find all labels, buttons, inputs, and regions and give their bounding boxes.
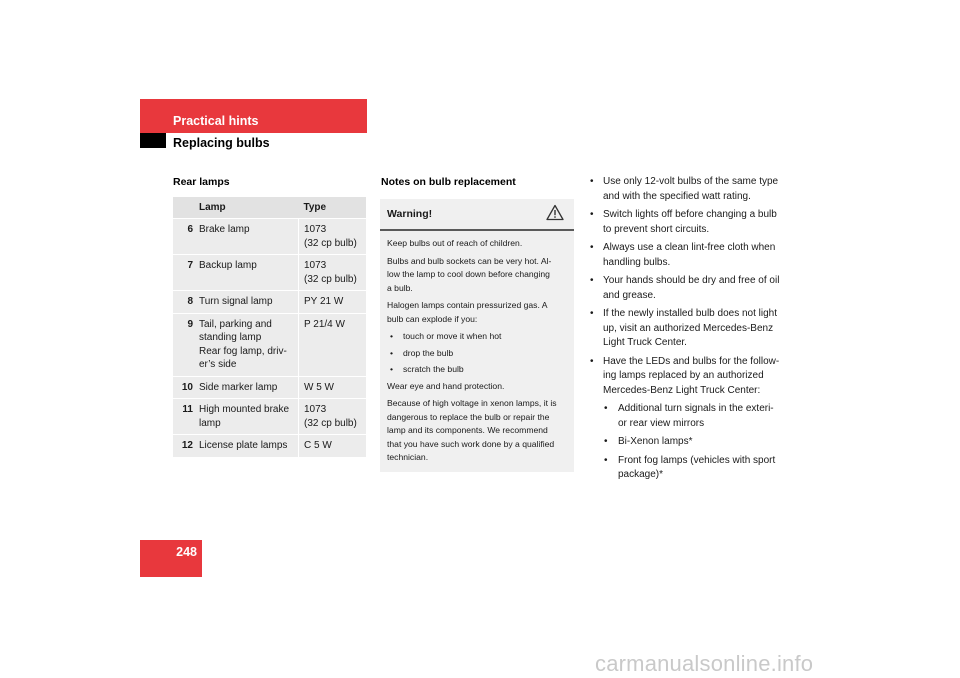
list-item-text: Have the LEDs and bulbs for the follow- ing lamps replaced by an authorized Mercedes-Benz Light Truck Center: <box>603 355 780 396</box>
lamp-number: 6 <box>173 219 196 255</box>
lamp-number: 10 <box>173 376 196 399</box>
table-row <box>173 291 366 314</box>
list-item: • scratch the bulb <box>387 363 566 377</box>
table-header-row <box>173 197 366 219</box>
lamp-number: 8 <box>173 291 196 314</box>
lamp-name: Turn signal lamp <box>196 291 299 314</box>
lamp-type: P 21/4 W <box>299 313 367 376</box>
sub-list-item: • Bi-Xenon lamps* <box>603 435 783 450</box>
page-number-box <box>140 540 202 577</box>
table-row <box>173 435 366 457</box>
list-item: • Use only 12-volt bulbs of the same type and with the specified watt rating. <box>589 175 783 204</box>
warning-bullet-list <box>387 330 566 377</box>
warning-triangle-icon <box>546 204 564 226</box>
lamp-name: License plate lamps <box>196 435 299 457</box>
warning-body <box>380 231 574 465</box>
sub-list-item: • Additional turn signals in the exteri- or rear view mirrors <box>603 402 783 431</box>
lamp-number: 11 <box>173 399 196 435</box>
list-item: • drop the bulb <box>387 347 566 361</box>
list-item: • Your hands should be dry and free of oil and grease. <box>589 274 783 303</box>
page-number: 248 <box>176 545 197 559</box>
notes-heading: Notes on bulb replacement <box>381 176 516 188</box>
warning-box <box>380 199 574 472</box>
lamp-name: Side marker lamp <box>196 376 299 399</box>
table-row <box>173 219 366 255</box>
lamp-type: 1073 (32 cp bulb) <box>299 219 367 255</box>
lamp-name: High mounted brake lamp <box>196 399 299 435</box>
lamp-number: 12 <box>173 435 196 457</box>
column-header-number <box>173 197 196 219</box>
rear-lamps-table <box>173 197 366 457</box>
list-item: • If the newly installed bulb does not light up, visit an authorized Mercedes-Benz Light Truck Center. <box>589 307 783 351</box>
list-item: • Switch lights off before changing a bulb to prevent short circuits. <box>589 208 783 237</box>
lamp-type: W 5 W <box>299 376 367 399</box>
lamp-name: Tail, parking and standing lamp Rear fog lamp, driv- er’s side <box>196 313 299 376</box>
subsection-title: Replacing bulbs <box>173 136 270 150</box>
warning-header <box>380 199 574 231</box>
lamp-number: 7 <box>173 255 196 291</box>
bulb-tips-list <box>589 175 783 487</box>
warning-paragraph: Bulbs and bulb sockets can be very hot. Al- low the lamp to cool down before changing a bulb. <box>387 255 552 293</box>
warning-paragraph: Keep bulbs out of reach of children. <box>387 238 523 248</box>
lamp-type: 1073 (32 cp bulb) <box>299 255 367 291</box>
warning-paragraph: Because of high voltage in xenon lamps, it is dangerous to replace the bulb or repair the lamp and its components. We recommend that you have such work done by a qualified technician. <box>387 398 557 462</box>
watermark: carmanualsonline.info <box>595 651 814 676</box>
subsection-marker <box>140 133 166 148</box>
list-item: • touch or move it when hot <box>387 330 566 344</box>
warning-label: Warning! <box>387 208 433 220</box>
section-header-bar <box>140 99 367 133</box>
table-row <box>173 313 366 376</box>
lamp-type: C 5 W <box>299 435 367 457</box>
column-header-type: Type <box>299 197 367 219</box>
rear-lamps-heading: Rear lamps <box>173 176 230 188</box>
lamp-type: PY 21 W <box>299 291 367 314</box>
list-item <box>589 355 783 483</box>
sub-bullet-list <box>603 402 783 483</box>
table-row <box>173 399 366 435</box>
table-row <box>173 376 366 399</box>
section-title: Practical hints <box>173 114 259 128</box>
lamp-name: Brake lamp <box>196 219 299 255</box>
lamp-number: 9 <box>173 313 196 376</box>
lamp-name: Backup lamp <box>196 255 299 291</box>
list-item: • Always use a clean lint-free cloth when handling bulbs. <box>589 241 783 270</box>
table-row <box>173 255 366 291</box>
warning-paragraph: Wear eye and hand protection. <box>387 380 505 391</box>
lamp-type: 1073 (32 cp bulb) <box>299 399 367 435</box>
column-header-lamp: Lamp <box>196 197 299 219</box>
sub-list-item: • Front fog lamps (vehicles with sport package)* <box>603 454 783 483</box>
warning-paragraph: Halogen lamps contain pressurized gas. A bulb can explode if you: <box>387 300 548 324</box>
